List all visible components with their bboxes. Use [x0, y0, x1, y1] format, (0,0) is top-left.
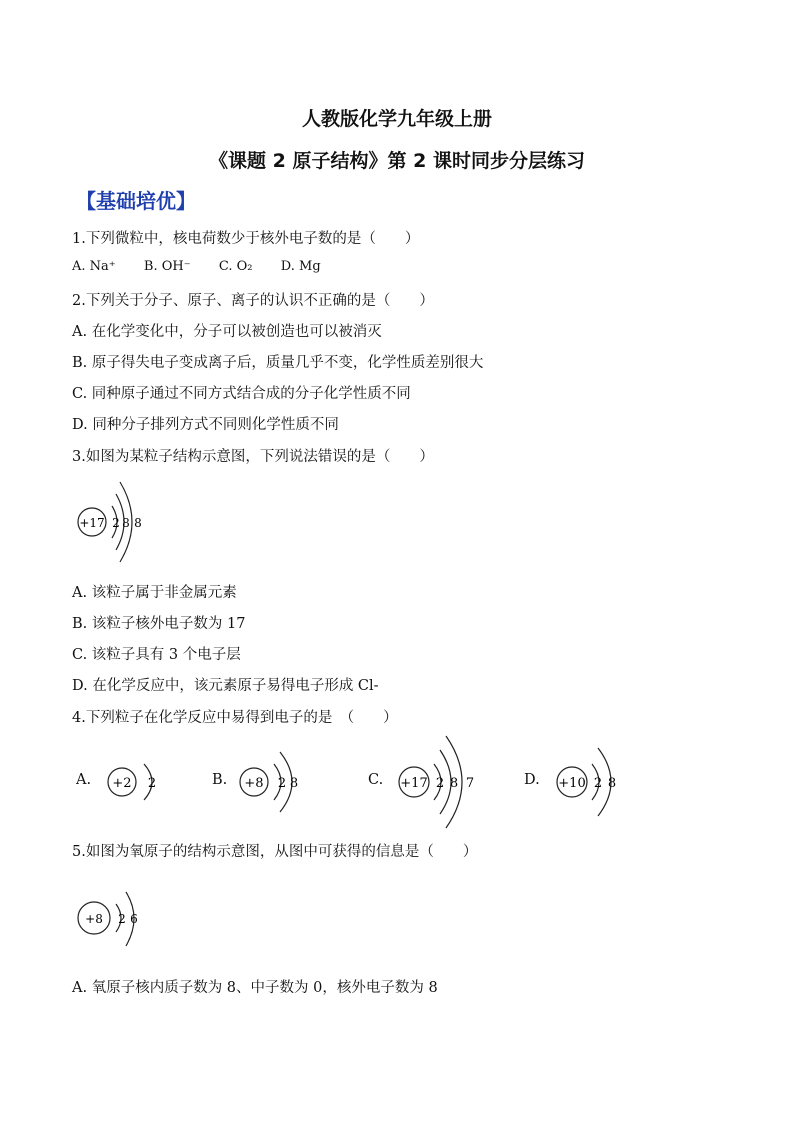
shell-2-electrons: 6: [130, 912, 138, 926]
question-4-option-a-diagram: [100, 756, 170, 810]
question-1-stem: 1.下列微粒中，核电荷数少于核外电子数的是（ ）: [72, 231, 420, 247]
question-5-option-a: A. 氧原子核内质子数为 8、中子数为 0，核外电子数为 8: [72, 980, 438, 996]
question-4-stem: 4.下列粒子在化学反应中易得到电子的是 （ ）: [72, 710, 398, 726]
shell-3-electrons: 7: [465, 776, 475, 791]
shell-1-electrons: 2: [435, 776, 445, 791]
question-3-option-d: D. 在化学反应中，该元素原子易得电子形成 Cl-: [72, 678, 379, 694]
question-5-stem: 5.如图为氧原子的结构示意图，从图中可获得的信息是（ ）: [72, 844, 478, 860]
nucleus-charge: +17: [400, 776, 428, 791]
question-4-option-a-letter: A.: [76, 772, 92, 788]
shell-1-electrons: 2: [147, 776, 157, 791]
shell-1-electrons: 2: [277, 776, 287, 791]
question-3-option-c: C. 该粒子具有 3 个电子层: [72, 647, 241, 663]
shell-3-electrons: 8: [134, 516, 142, 530]
question-2-option-a: A. 在化学变化中，分子可以被创造也可以被消灭: [72, 324, 382, 340]
nucleus-charge: +17: [79, 516, 105, 530]
section-heading: 【基础培优】: [76, 189, 196, 213]
question-4-option-d-diagram: [552, 744, 632, 820]
shell-2-electrons: 8: [289, 776, 299, 791]
shell-2-electrons: 8: [449, 776, 459, 791]
shell-1-electrons: 2: [593, 776, 603, 791]
question-1-option-d: D. Mg: [280, 259, 321, 274]
question-2-option-c: C. 同种原子通过不同方式结合成的分子化学性质不同: [72, 386, 411, 402]
shell-1-electrons: 2: [118, 912, 126, 926]
question-1-option-a: A. Na⁺: [72, 259, 116, 274]
question-3-option-a: A. 该粒子属于非金属元素: [72, 585, 237, 601]
question-2-option-b: B. 原子得失电子变成离子后，质量几乎不变，化学性质差别很大: [72, 355, 484, 371]
question-4-option-c-letter: C.: [368, 772, 384, 788]
question-2-stem: 2.下列关于分子、原子、离子的认识不正确的是（ ）: [72, 293, 434, 309]
shell-2-electrons: 8: [122, 516, 130, 530]
question-3-option-b: B. 该粒子核外电子数为 17: [72, 616, 246, 632]
question-1-options: [72, 259, 321, 274]
nucleus-charge: +8: [244, 776, 264, 791]
shell-1-electrons: 2: [112, 516, 120, 530]
question-4-option-d-letter: D.: [524, 772, 540, 788]
question-4-option-b-letter: B.: [212, 772, 228, 788]
question-4-option-b-diagram: [234, 748, 314, 818]
question-2-option-d: D. 同种分子排列方式不同则化学性质不同: [72, 417, 339, 433]
question-1-option-c: C. O₂: [218, 259, 253, 274]
document-title: 人教版化学九年级上册: [301, 108, 492, 130]
question-4-option-c-diagram: [392, 734, 492, 832]
question-3-atom-diagram: [70, 476, 160, 568]
shell-2-electrons: 8: [607, 776, 617, 791]
nucleus-charge: +10: [558, 776, 586, 791]
document-subtitle: 《课题 2 原子结构》第 2 课时同步分层练习: [209, 150, 585, 172]
nucleus-charge: +8: [85, 912, 103, 926]
question-3-stem: 3.如图为某粒子结构示意图，下列说法错误的是（ ）: [72, 449, 434, 465]
question-1-option-b: B. OH⁻: [143, 259, 191, 274]
nucleus-charge: +2: [112, 776, 132, 791]
question-5-atom-diagram: [72, 888, 152, 950]
